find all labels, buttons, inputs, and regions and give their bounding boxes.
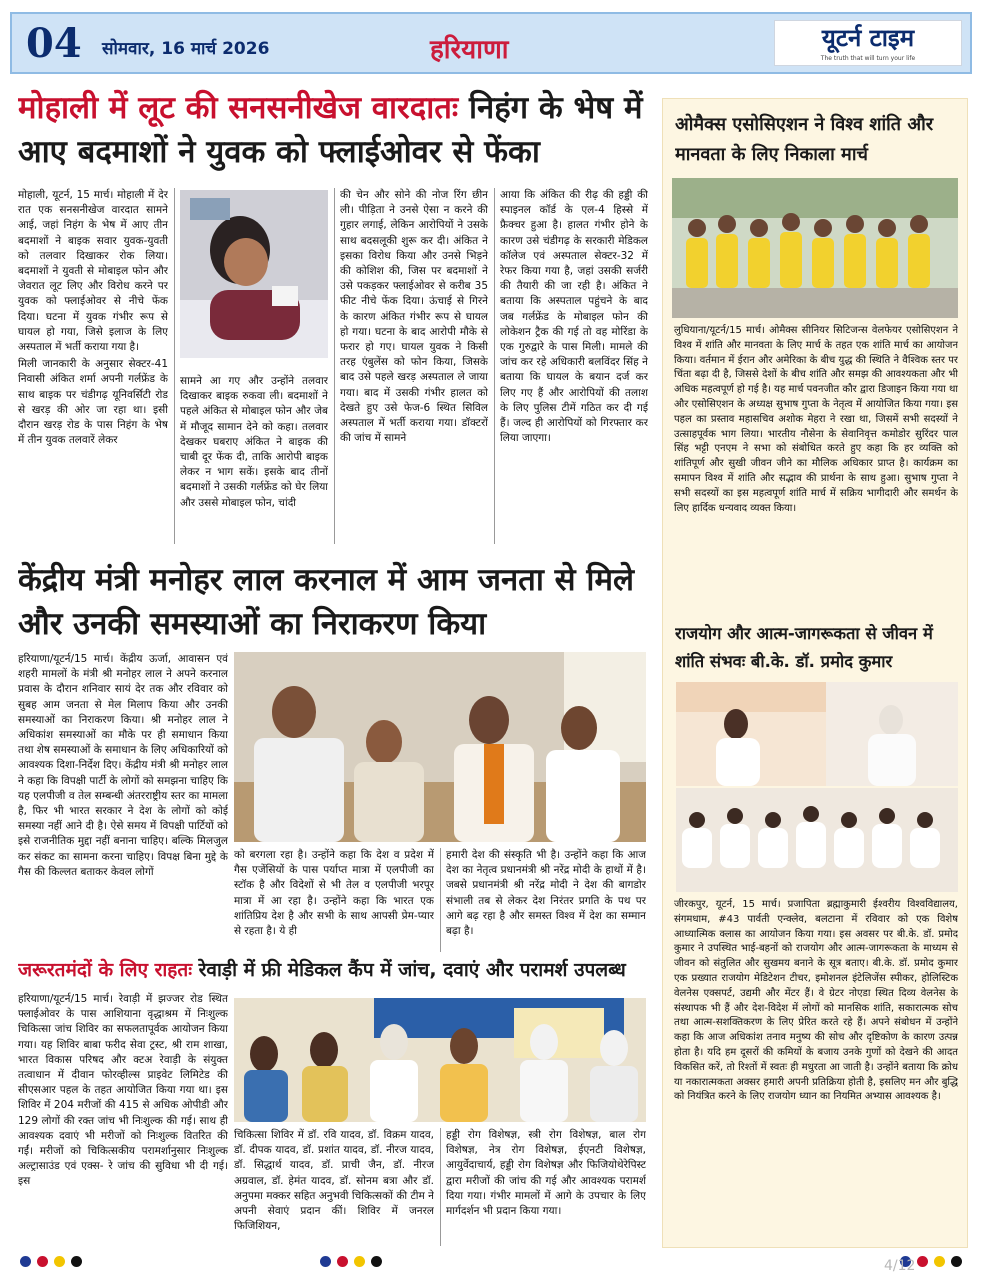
article3-headline: [18, 957, 648, 983]
article2-column-1: [18, 652, 228, 952]
footer-dot: [354, 1256, 365, 1267]
sidebar1-headline: ओमैक्स एसोसिएशन ने विश्व शांति और मानवता के लिए निकाला मार्च: [675, 114, 934, 165]
article1-column-1: [18, 188, 168, 546]
rajyoga-speakers-photo: [676, 682, 958, 786]
article2-paragraph: हमारी देश की संस्कृति भी है। उन्होंने कहा कि आज देश का नेतृत्व प्रधानमंत्री श्री नरेंद्र मोदी के हाथों में है। जबसे प्रधानमंत्री श्री नरेंद्र मोदी ने देश की बागडोर संभाली तब से लेकर देश निरंतर प्रगति के पथ पर आगे बढ़ रहा है और समस्त विश्व में देश का सम्मान बढ़ा है।: [446, 849, 646, 938]
page-number: 04: [26, 20, 82, 67]
article2-column-2: [234, 848, 434, 952]
article3-column-1: [18, 992, 228, 1246]
article3-paragraph: हड्डी रोग विशेषज्ञ, स्त्री रोग विशेषज्ञ, बाल रोग विशेषज्ञ, नेत्र रोग विशेषज्ञ, ईएनटी विशेषज्ञ, आयुर्वेदाचार्य, हड्डी रोग विशेषज्ञ और फिजियोथेरेपिस्ट द्वारा मरीजों की जांच की गई और आवश्यक परामर्श दिया गया। गंभीर मामलों में आगे के उपचार के लिए मार्गदर्शन भी प्रदान किया गया।: [446, 1129, 646, 1218]
footer-dot: [54, 1256, 65, 1267]
sidebar1-paragraph: लुधियाना/यूटर्न/15 मार्च। ओमैक्स सीनियर सिटिजन्स वेलफेयर एसोसिएशन ने विश्व में शांति और मानवता के लिए मार्च के तहत एक शांति मार्च का आयोजन किया। वर्तमान में ईरान और अमेरिका के बीच युद्ध की स्थिति ने वैश्विक स्तर पर चिंता बढ़ा दी है, जिससे देशों के बीच शांति और समझ की आवश्यकता और भी अधिक महत्वपूर्ण हो गई है। यह मार्च पवनजीत कौर द्वारा डिजाइन किया गया था और एसोसिएशन के अध्यक्ष सुभाष गुप्ता के नेतृत्व में आयोजित किया गया। इस पहल का प्रस्ताव महासचिव अशोक मेहरा ने रखा था, जिसमें सभी सदस्यों ने उत्साहपूर्वक भाग लिया। भारतीय नौसेना के सेवानिवृत्त कमोडोर सुरिंदर पाल सिंह भट्टी एनएम ने सभा को संबोधित करते हुए कहा कि हर व्यक्ति को शांतिपूर्ण और सुखी जीवन जीने का मौलिक अधिकार प्राप्त है। कार्यक्रम का समापन विश्व में शांति और सद्भाव की प्रार्थना के साथ हुआ। सुभाष गुप्ता ने सभी सदस्यों का इस महत्वपूर्ण शांति मार्च में सक्रिय भागीदारी और समर्थन के लिए हार्दिक धन्यवाद व्यक्त किया।: [674, 325, 958, 514]
article3-headline-highlight: जरूरतमंदों के लिए राहतः: [18, 959, 193, 981]
article1-headline-highlight: मोहाली में लूट की सनसनीखेज वारदातः: [18, 90, 459, 126]
footer-dots-center: [320, 1256, 382, 1268]
footer-dot: [337, 1256, 348, 1267]
article2-column-3: [446, 848, 646, 952]
footer-dot: [71, 1256, 82, 1267]
footer-dots-left: [20, 1256, 82, 1268]
faint-page-indicator: 4/12: [884, 1258, 916, 1274]
article1-column-4: [500, 188, 648, 544]
sidebar2-headline: राजयोग और आत्म-जागरूकता से जीवन में शांति संभवः बी.के. डॉ. प्रमोद कुमार: [675, 624, 933, 671]
footer-dot: [37, 1256, 48, 1267]
article1-column-3: [340, 188, 488, 544]
column-rule: [440, 1128, 441, 1246]
article1-column-2: [180, 374, 328, 544]
footer-dot: [320, 1256, 331, 1267]
footer-dot: [917, 1256, 928, 1267]
article2-headline: केंद्रीय मंत्री मनोहर लाल करनाल में आम जनता से मिले और उनकी समस्याओं का निराकरण किया: [18, 562, 635, 642]
article3-paragraph: हरियाणा/यूटर्न/15 मार्च। रेवाड़ी में झज्जर रोड स्थित फ्लाईओवर के पास आशियाना वृद्धाश्रम में निःशुल्क चिकित्सा जांच शिविर का सफलतापूर्वक आयोजन किया गया। यह शिविर बाबा फरीद सेवा ट्रस्ट, श्री राम शाखा, भारत विकास परिषद और क्टअ रेवाड़ी के संयुक्त तत्वाधान में दीवान फोरव्हील्स प्राइवेट लिमिटेड की सीएसआर पहल के तहत आयोजित किया गया था। इस शिविर में 204 मरीजों की 415 से अधिक ओपीडी और 129 लोगों की रक्त जांच भी निःशुल्क की गई। साथ ही आवश्यक दवाएं भी मरीजों को निःशुल्क वितरित की गईं। मरीजों को चिकित्सकीय परामर्शानुसार निःशुल्क अल्ट्रासाउंड एवं एक्स- रे जांच की सुविधा भी दी गई। इस: [18, 993, 228, 1188]
article3-column-2: [234, 1128, 434, 1246]
article3-column-3: [446, 1128, 646, 1246]
sidebar2-body: [674, 898, 958, 1246]
column-rule: [494, 188, 495, 544]
footer-dot: [371, 1256, 382, 1267]
peace-march-photo: [672, 178, 958, 318]
article3-headline-rest: रेवाड़ी में फ्री मेडिकल कैंप में जांच, दवाएं और परामर्श उपलब्ध: [192, 959, 626, 981]
column-rule: [174, 188, 175, 544]
publication-date: सोमवार, 16 मार्च 2026: [102, 39, 270, 59]
column-rule: [334, 188, 335, 544]
article1-paragraph: मिली जानकारी के अनुसार सेक्टर-41 निवासी अंकित शर्मा अपनी गर्लफ्रेंड के साथ बाइक पर चंडीगढ़ यूनिवर्सिटी रोड से खरड़ की ओर जा रहा था। इसी दौरान खरड़ रोड के पास निहंग के भेष में तीन युवक तलवारें लेकर: [18, 358, 168, 447]
logo-tagline: The truth that will turn your life: [820, 55, 916, 62]
article1-paragraph: मोहाली, यूटर्न, 15 मार्च। मोहाली में देर रात एक सनसनीखेज वारदात सामने आई, जहां निहंग के भेष में आए तीन बदमाशों ने बाइक सवार युवक-युवती को तलवार दिखाकर रोक लिया। बदमाशों ने युवती से मोबाइल फोन और जेवरात लूट लिए और विरोध करने पर युवक को फ्लाईओवर से नीचे फेंक दिया। घटना में युवक गंभीर रूप से घायल हो गया, जिसे इलाज के लिए अस्पताल में भर्ती कराया गया है।: [18, 189, 168, 354]
minister-meeting-photo: [234, 652, 646, 842]
footer-dot: [951, 1256, 962, 1267]
article1-paragraph: सामने आ गए और उन्होंने तलवार दिखाकर बाइक रुकवा ली। बदमाशों ने पहले अंकित से मोबाइल फोन और जेब में मौजूद सामान देने को कहा। तलवार देखकर घबराए अंकित ने बाइक की चाबी दूर फेंक दी, ताकि आरोपी बाइक लेकर न भाग सकें। इसके बाद तीनों बदमाशों ने उसकी गर्लफ्रेंड को घेर लिया और उससे मोबाइल फोन, चांदी: [180, 375, 328, 509]
article2-paragraph: हरियाणा/यूटर्न/15 मार्च। केंद्रीय ऊर्जा, आवासन एवं शहरी मामलों के मंत्री श्री मनोहर लाल ने अपने करनाल प्रवास के दौरान शनिवार सायं देर तक और रविवार को सुबह आम जनता से मेल मिलाप किया और उनकी समस्याओं का निराकरण किया। श्री मनोहर लाल ने अधिकांश समस्याओं का मौके पर ही समाधान किया तथा शेष समस्याओं के समाधान के लिए अधिकारियों को आवश्यक दिशा-निर्देश दिए। केंद्रीय मंत्री श्री मनोहर लाल ने कहा कि विपक्षी पार्टी के लोगों को समझना चाहिए कि यह एलपीजी व तेल सम्बन्धी अंतरराष्ट्रीय स्तर का मामला है, फिर भी भारत सरकार ने देश के लोगों को कोई समस्या नहीं आने दी है। ऐसे समय में विपक्षी पार्टियों को इसे राजनीतिक मुद्दा नहीं बनाना चाहिए। बल्कि मिलजुल कर संकट का सामना करना चाहिए। विपक्ष बिना मुद्दे के गैस की किल्लत बताकर केवल लोगों: [18, 653, 228, 878]
article3-paragraph: चिकित्सा शिविर में डॉ. रवि यादव, डॉ. विक्रम यादव, डॉ. दीपक यादव, डॉ. प्रशांत यादव, डॉ. नीरज यादव, डॉ. सिद्धार्थ यादव, डॉ. प्राची जैन, डॉ. नीरज अग्रवाल, डॉ. हेमंत यादव, डॉ. सोनम बत्रा और डॉ. अनुपमा मक्कर सहित अनुभवी चिकित्सकों की टीम ने अपनी सेवाएं प्रदान कीं। शिविर में जनरल फिजिशियन,: [234, 1129, 434, 1233]
article1-headline-rest: निहंग के भेष में आए बदमाशों ने युवक को फ्लाईओवर से फेंका: [18, 90, 643, 170]
injured-victim-photo: [180, 190, 328, 358]
logo-text: यूटर्न टाइम: [821, 24, 915, 52]
medical-camp-photo: [234, 998, 646, 1122]
article1-paragraph: आया कि अंकित की रीढ़ की हड्डी की स्पाइनल कॉर्ड के एल-4 हिस्से में फ्रैक्चर हुआ है। हालत गंभीर होने के कारण उसे चंडीगढ़ के सरकारी मेडिकल कॉलेज एवं अस्पताल सेक्टर-32 में रेफर किया गया है, जहां उसकी सर्जरी की तैयारी की जा रही है। अंकित ने बताया कि अस्पताल पहुंचने के बाद जब गर्लफ्रेंड के मोबाइल फोन की लोकेशन ट्रैक की गई तो वह मोरिंडा के एक गुरुद्वारे के पास मिली। मामले की जांच कर रहे अधिकारी बलविंदर सिंह ने बताया कि घायल के बयान दर्ज कर लिए गए हैं और आरोपियों की तलाश के लिए पुलिस टीमें गठित कर दी गई हैं। जल्द ही आरोपियों को गिरफ्तार कर लिया जाएगा।: [500, 189, 648, 445]
article1-headline: [18, 86, 648, 174]
article2-paragraph: को बरगला रहा है। उन्होंने कहा कि देश व प्रदेश में गैस एजेंसियों के पास पर्याप्त मात्रा में एलपीजी का स्टॉक है और विदेशों से भी तेल व एलपीजी भरपूर मात्रा में आ रहा है। उन्होंने कहा कि भारत एक शांतिप्रिय देश है और सभी के साथ आपसी प्रेम-प्यार से रहता है। ये ही: [234, 849, 434, 938]
footer-dot: [20, 1256, 31, 1267]
footer-dot: [934, 1256, 945, 1267]
section-title: हरियाणा: [430, 35, 509, 65]
sidebar1-body: [674, 324, 958, 612]
rajyoga-audience-photo: [676, 788, 958, 892]
column-rule: [440, 848, 441, 952]
sidebar2-paragraph: जीरकपुर, यूटर्न, 15 मार्च। प्रजापिता ब्रह्माकुमारी ईश्वरीय विश्वविद्यालय, संगमधाम, #43 पार्वती एन्क्लेव, बलटाना में रविवार को एक विशेष आध्यात्मिक क्लास का आयोजन किया गया। इस अवसर पर बी.के. डॉ. प्रमोद कुमार ने उपस्थित भाई-बहनों को राजयोग और आत्म-जागरूकता के माध्यम से जीवन को संतुलित और सुखमय बनाने के सूत्र बताए। बी.के. डॉ. प्रमोद कुमार एक प्रख्यात राजयोग मेडिटेशन टीचर, इमोशनल इंटेलिजेंस स्पीकर, होलिस्टिक वेलनेस एक्सपर्ट, उद्यमी और मेंटर हैं। वे ग्रेटर नोएडा स्थित दिव्य वेलनेस के संस्थापक भी हैं और देश-विदेश में लोगों को मानसिक शांति, सकारात्मक सोच तथा आत्म-सशक्तिकरण के लिए प्रेरित करते रहे हैं। अपने संबोधन में उन्होंने कहा कि आज अधिकांश तनाव मनुष्य की सोच और दृष्टिकोण के कारण उत्पन्न होता है। यदि हम दूसरों की कमियों के बजाय उनके गुणों को देखने की आदत विकसित करें, तो रिश्तों में स्वतः ही मधुरता आ जाती है। उन्होंने बताया कि क्रोध या नकारात्मकता अक्सर हमारी अपनी प्रतिक्रिया होती है, इसलिए मन और बुद्धि को नियंत्रित करने के लिए राजयोग ध्यान का नियमित अभ्यास आवश्यक है।: [674, 899, 958, 1103]
newspaper-logo: [774, 20, 962, 66]
article1-paragraph: की चेन और सोने की नोज रिंग छीन ली। पीड़िता ने उनसे ऐसा न करने की गुहार लगाई, लेकिन आरोपियों ने उसके साथ बदसलूकी शुरू कर दी। अंकित ने इसका विरोध किया और उनसे भिड़ने की कोशिश की, जिस पर बदमाशों ने उसे पकड़कर फ्लाईओवर से करीब 35 फीट नीचे फेंक दिया। ऊंचाई से गिरने के कारण अंकित गंभीर रूप से घायल हो गया। घटना के बाद आरोपी मौके से फरार हो गए। घायल युवक ने किसी तरह एंबुलेंस को फोन किया, जिसके बाद उसे पहले खरड़ अस्पताल ले जाया गया। बाद में उसकी गंभीर हालत को देखते हुए उसे फेज-6 स्थित सिविल अस्पताल में भर्ती कराया गया। डॉक्टरों की जांच में सामने: [340, 189, 488, 445]
masthead: [10, 12, 972, 74]
